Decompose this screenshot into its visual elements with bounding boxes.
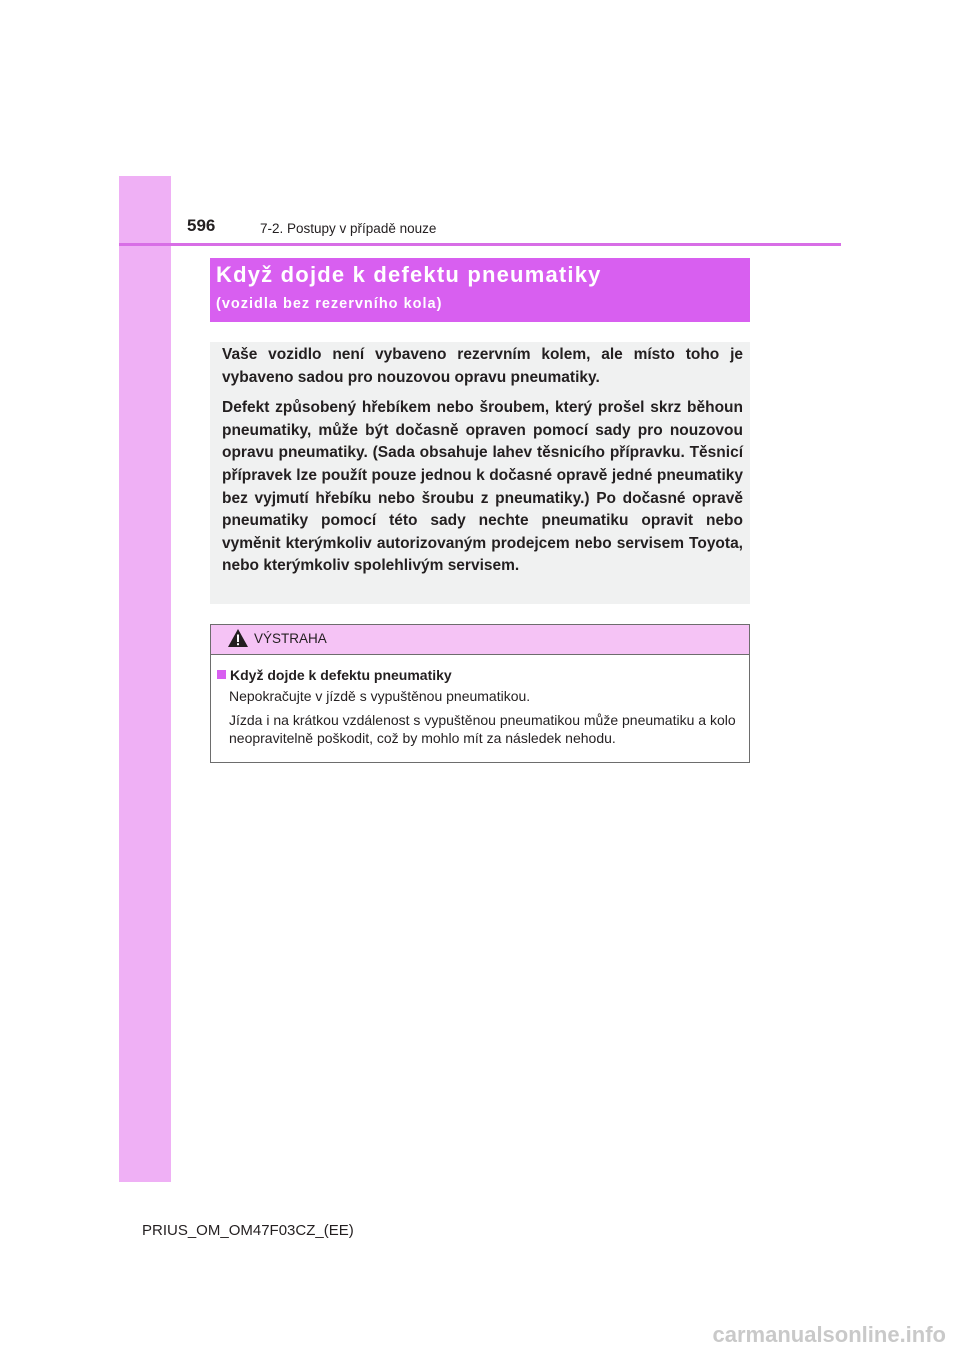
side-color-band xyxy=(119,176,171,1182)
intro-paragraph: Vaše vozidlo není vybaveno rezervním kolem, ale místo toho je vybaveno sadou pro nouzovou opravu pneumatiky. xyxy=(222,346,743,386)
warning-line: Jízda i na krátkou vzdálenost s vypuštěnou pneumatikou může pneumatiku a kolo neopravitelně poškodit, což by mohlo mít za následek nehodu. xyxy=(229,711,736,746)
warning-body xyxy=(211,655,749,748)
warning-box xyxy=(210,624,750,763)
warning-item-title xyxy=(217,666,741,684)
warning-item-title-text: Když dojde k defektu pneumatiky xyxy=(230,667,452,683)
page-number: 596 xyxy=(187,216,216,235)
warning-header xyxy=(211,625,749,655)
warning-triangle-icon xyxy=(227,628,249,648)
warning-label: VÝSTRAHA xyxy=(254,631,327,646)
intro-paragraph: Defekt způsobený hřebíkem nebo šroubem, který prošel skrz běhoun pneumatiky, může být dočasně opraven pomocí sady pro nouzovou opravu pneumatiky. (Sada obsahuje lahev těsnicího přípravku. Těsnicí přípravek lze použít pouze jednou k dočasné opravě jedné pneumatiky bez vyjmutí hřebíku nebo šroubu z pneumatiky.) Po dočasné opravě pneumatiky pomocí této sady nechte pneumatiku opravit nebo vyměnit kterýmkoliv autorizovaným prodejcem nebo servisem Toyota, nebo kterýmkoliv spolehlivým servisem. xyxy=(222,399,743,575)
section-reference: 7-2. Postupy v případě nouze xyxy=(260,221,437,236)
section-title: Když dojde k defektu pneumatiky xyxy=(216,262,602,287)
warning-line: Nepokračujte v jízdě s vypuštěnou pneumatikou. xyxy=(229,688,531,704)
section-title-box xyxy=(210,258,750,322)
section-subtitle: (vozidla bez rezervního kola) xyxy=(216,296,443,312)
header-divider xyxy=(119,243,841,246)
footer-manual-code: PRIUS_OM_OM47F03CZ_(EE) xyxy=(142,1222,354,1239)
bullet-square-icon xyxy=(217,670,226,679)
intro-box xyxy=(210,342,750,604)
watermark-text: carmanualsonline.info xyxy=(712,1322,946,1347)
